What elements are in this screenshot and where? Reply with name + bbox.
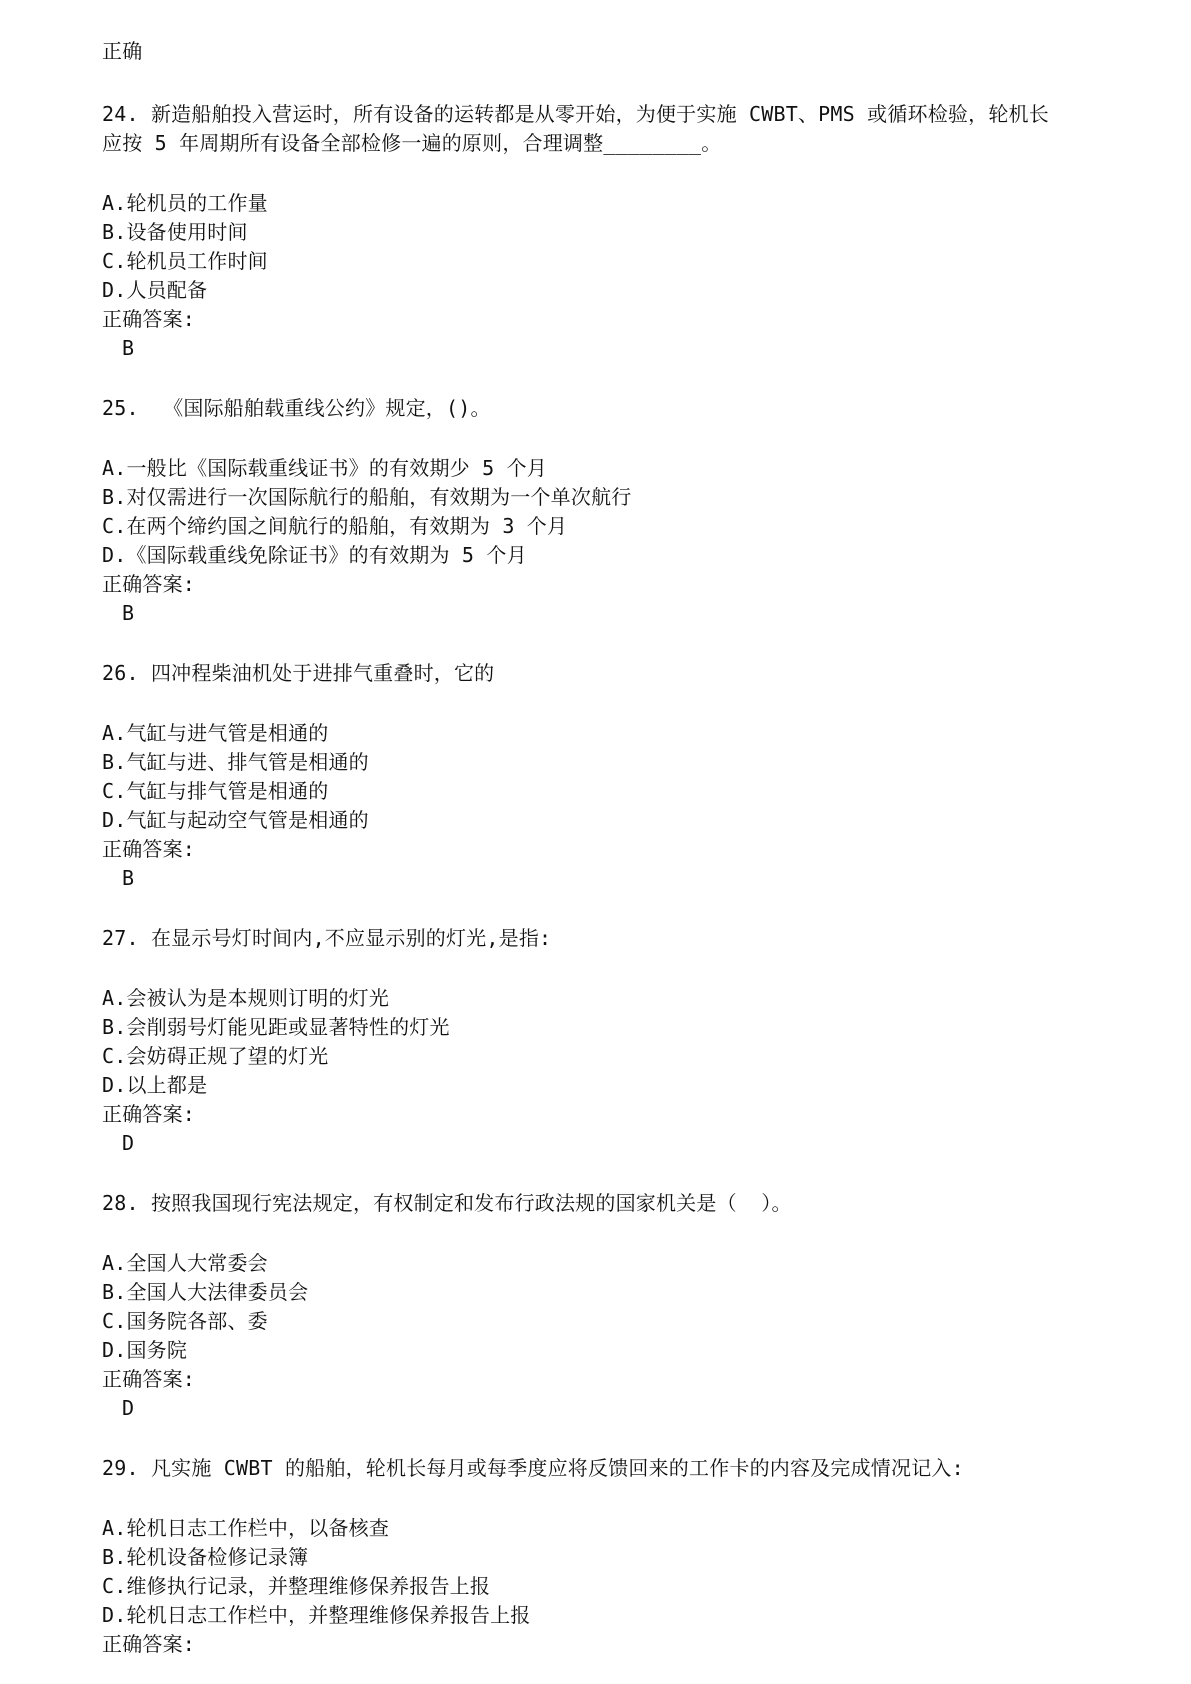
question-24-option-d: D.人员配备 bbox=[102, 278, 208, 302]
question-26-option-b: B.气缸与进、排气管是相通的 bbox=[102, 750, 369, 774]
question-28-answer-label: 正确答案: bbox=[102, 1367, 196, 1391]
question-27-answer-label: 正确答案: bbox=[102, 1102, 196, 1126]
question-28-answer: D bbox=[122, 1396, 135, 1420]
question-26-stem-line1: 26. 四冲程柴油机处于进排气重叠时，它的 bbox=[102, 661, 495, 685]
question-29-answer-label: 正确答案: bbox=[102, 1632, 196, 1656]
question-24-option-b: B.设备使用时间 bbox=[102, 220, 248, 244]
question-29-option-a: A.轮机日志工作栏中，以备核查 bbox=[102, 1516, 390, 1540]
question-25-option-c: C.在两个缔约国之间航行的船舶，有效期为 3 个月 bbox=[102, 514, 568, 538]
question-25-option-d: D.《国际载重线免除证书》的有效期为 5 个月 bbox=[102, 543, 527, 567]
question-27-option-a: A.会被认为是本规则订明的灯光 bbox=[102, 986, 390, 1010]
question-25-answer: B bbox=[122, 601, 135, 625]
question-27-option-d: D.以上都是 bbox=[102, 1073, 208, 1097]
question-26-option-c: C.气缸与排气管是相通的 bbox=[102, 779, 329, 803]
question-28-option-a: A.全国人大常委会 bbox=[102, 1251, 268, 1275]
question-28-option-d: D.国务院 bbox=[102, 1338, 188, 1362]
question-25-option-b: B.对仅需进行一次国际航行的船舶，有效期为一个单次航行 bbox=[102, 485, 632, 509]
question-26-answer: B bbox=[122, 866, 135, 890]
previous-answer-label: 正确 bbox=[102, 39, 143, 63]
question-26-option-d: D.气缸与起动空气管是相通的 bbox=[102, 808, 369, 832]
question-26-answer-label: 正确答案: bbox=[102, 837, 196, 861]
question-27-option-b: B.会削弱号灯能见距或显著特性的灯光 bbox=[102, 1015, 450, 1039]
question-24-option-a: A.轮机员的工作量 bbox=[102, 191, 268, 215]
question-24-answer-label: 正确答案: bbox=[102, 307, 196, 331]
question-27-option-c: C.会妨碍正规了望的灯光 bbox=[102, 1044, 329, 1068]
question-24-answer: B bbox=[122, 336, 135, 360]
question-27-stem-line1: 27. 在显示号灯时间内,不应显示别的灯光,是指: bbox=[102, 926, 552, 950]
question-25-answer-label: 正确答案: bbox=[102, 572, 196, 596]
question-29-stem-line1: 29. 凡实施 CWBT 的船舶，轮机长每月或每季度应将反馈回来的工作卡的内容及完成情况记入: bbox=[102, 1456, 964, 1480]
question-29-option-b: B.轮机设备检修记录簿 bbox=[102, 1545, 309, 1569]
question-28-stem-line1: 28. 按照我国现行宪法规定，有权制定和发布行政法规的国家机关是（ ）。 bbox=[102, 1191, 792, 1215]
question-24-stem-line1: 24. 新造船舶投入营运时，所有设备的运转都是从零开始，为便于实施 CWBT、PMS 或循环检验，轮机长 bbox=[102, 102, 1049, 126]
question-28-option-b: B.全国人大法律委员会 bbox=[102, 1280, 309, 1304]
question-29-option-d: D.轮机日志工作栏中，并整理维修保养报告上报 bbox=[102, 1603, 531, 1627]
question-25-stem-line1: 25. 《国际船舶载重线公约》规定，()。 bbox=[102, 396, 491, 420]
question-26-option-a: A.气缸与进气管是相通的 bbox=[102, 721, 329, 745]
question-24-stem-line2: 应按 5 年周期所有设备全部检修一遍的原则，合理调整________。 bbox=[102, 131, 722, 155]
question-27-answer: D bbox=[122, 1131, 135, 1155]
question-28-option-c: C.国务院各部、委 bbox=[102, 1309, 268, 1333]
question-29-option-c: C.维修执行记录，并整理维修保养报告上报 bbox=[102, 1574, 491, 1598]
question-25-option-a: A.一般比《国际载重线证书》的有效期少 5 个月 bbox=[102, 456, 548, 480]
question-24-option-c: C.轮机员工作时间 bbox=[102, 249, 268, 273]
